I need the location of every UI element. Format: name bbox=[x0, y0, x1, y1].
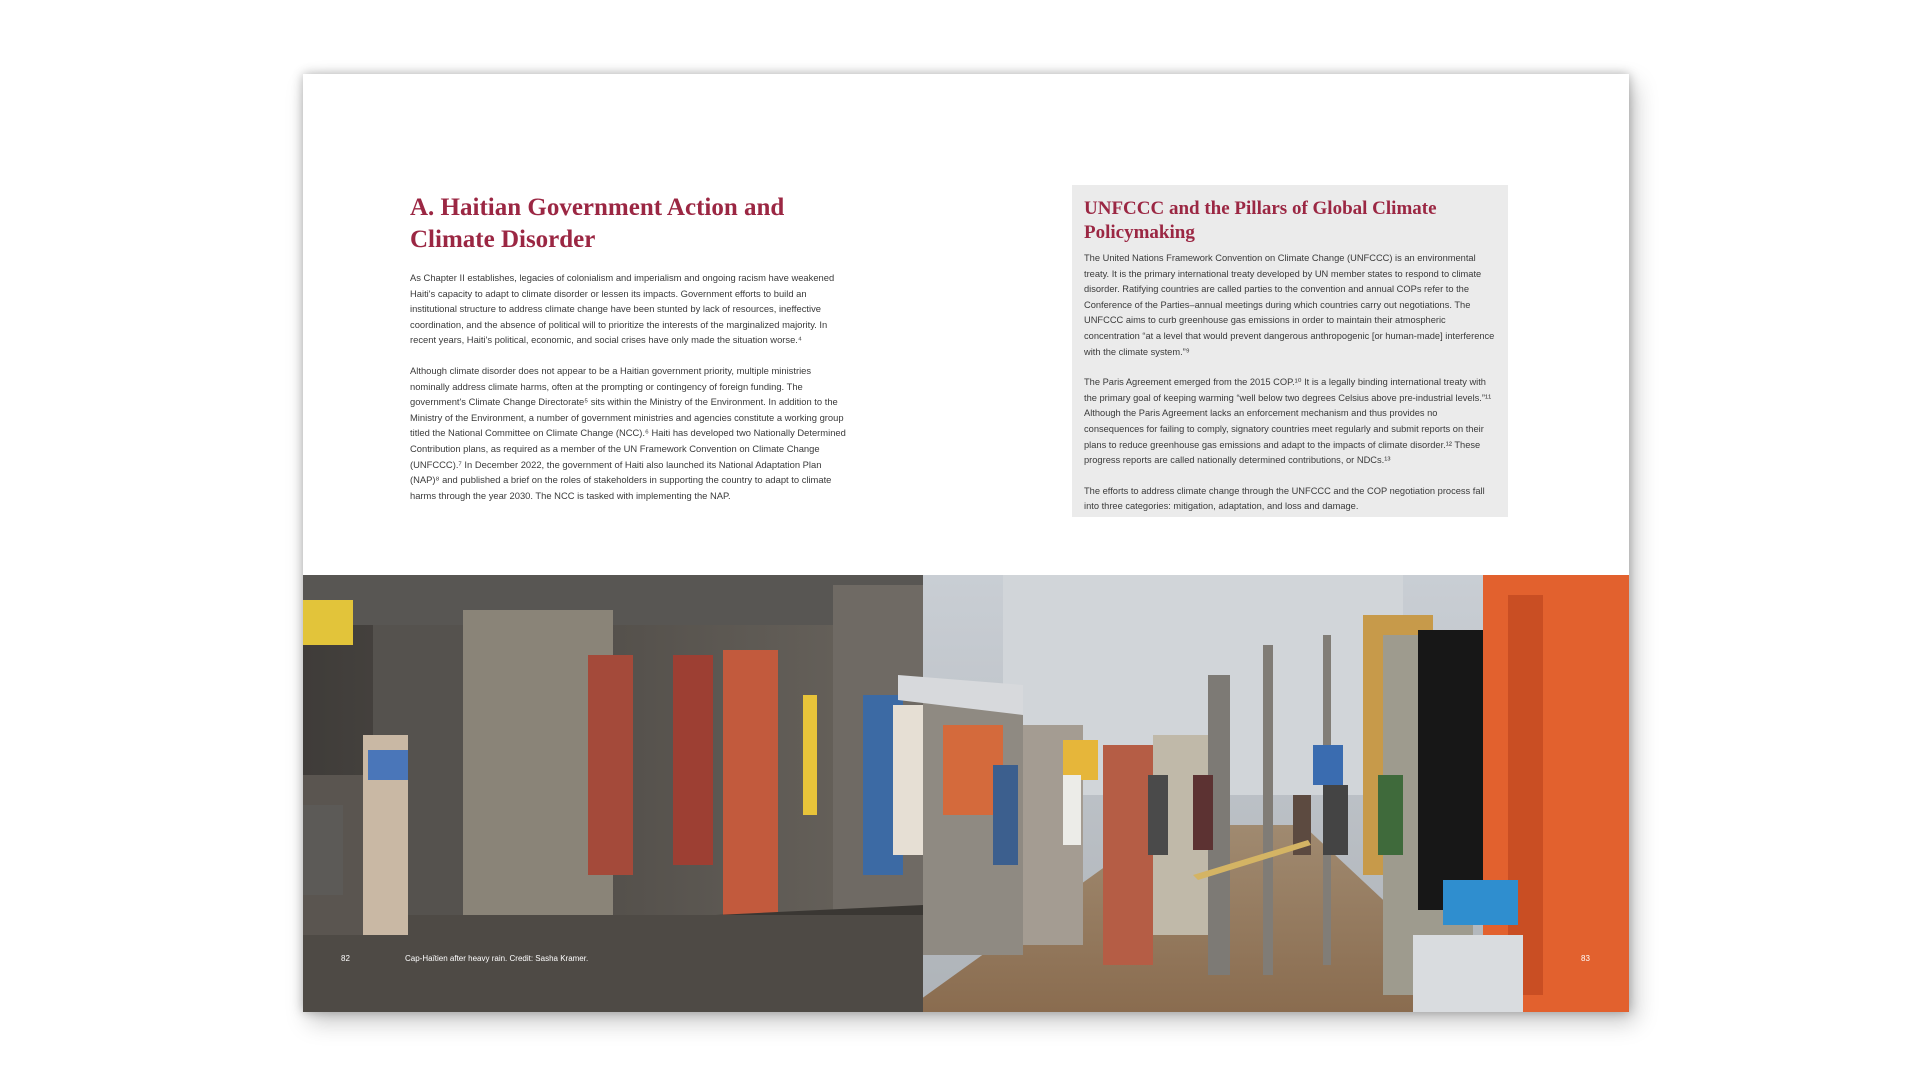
document-spread bbox=[303, 74, 1629, 1012]
page-number-right: 83 bbox=[1581, 954, 1590, 963]
sidebar-box bbox=[1072, 185, 1508, 517]
sidebar-paragraph: The efforts to address climate change through the UNFCCC and the COP negotiation process fall into three categories: mitigation, adaptation, and loss and damage. bbox=[1084, 485, 1485, 512]
section-heading: A. Haitian Government Action and Climate Disorder bbox=[410, 194, 785, 253]
sidebar-paragraph: The Paris Agreement emerged from the 2015 COP.¹⁰ It is a legally binding international treaty with the primary goal of keeping warming “well below two degrees Celsius above pre-industrial levels.”¹¹ Although the Paris Agreement lacks an enforcement mechanism and thus provides no consequences for failing to comply, signatory countries meet regularly and submit reports on their plans to reduce greenhouse gas emissions and adapt to the impacts of climate disorder.¹² These progress reports are called nationally determined contributions, or NDCs.¹³ bbox=[1084, 377, 1492, 466]
sidebar-paragraph: The United Nations Framework Convention on Climate Change (UNFCCC) is an environmental treaty. It is the primary international treaty developed by UN member states to respond to climate disorder. Ratifying countries are called parties to the convention and annual COPs refer to the Conference of the Parties–annual meetings during which countries carry out negotiations. The UNFCCC aims to curb greenhouse gas emissions in order to maintain their atmospheric concentration “at a level that would prevent dangerous anthropogenic [or human-made] interference with the climate system.”⁹ bbox=[1084, 253, 1495, 357]
sidebar-heading: UNFCCC and the Pillars of Global Climate Policymaking bbox=[1084, 198, 1437, 243]
body-paragraph: As Chapter II establishes, legacies of colonialism and imperialism and ongoing racism have weakened Haiti's capacity to adapt to climate disorder or lessen its impacts. Government efforts to build an institutional structure to address climate change have been stunted by lack of resources, ineffective coordination, and the absence of political will to prioritize the interests of the marginalized majority. In recent years, Haiti's political, economic, and social crises have only made the situation worse.⁴ bbox=[410, 272, 835, 346]
left-column bbox=[410, 192, 850, 518]
photo-caption: Cap-Haïtien after heavy rain. Credit: Sasha Kramer. bbox=[405, 954, 589, 963]
street-photo bbox=[303, 575, 1629, 1012]
page-number-left: 82 bbox=[341, 954, 350, 963]
body-paragraph: Although climate disorder does not appear to be a Haitian government priority, multiple ministries nominally address climate harms, often at the prompting or contingency of foreign funding. The government's Climate Change Directorate⁵ sits within the Ministry of the Environment. In addition to the Ministry of the Environment, a number of government ministries and agencies constitute a working group titled the National Committee on Climate Change (NCC).⁶ Haiti has developed two Nationally Determined Contribution plans, as required as a member of the UN Framework Convention on Climate Change (UNFCCC).⁷ In December 2022, the government of Haiti also launched its National Adaptation Plan (NAP)⁸ and published a brief on the roles of stakeholders in supporting the country to adapt to climate harms through the year 2030. The NCC is tasked with implementing the NAP. bbox=[410, 364, 846, 501]
